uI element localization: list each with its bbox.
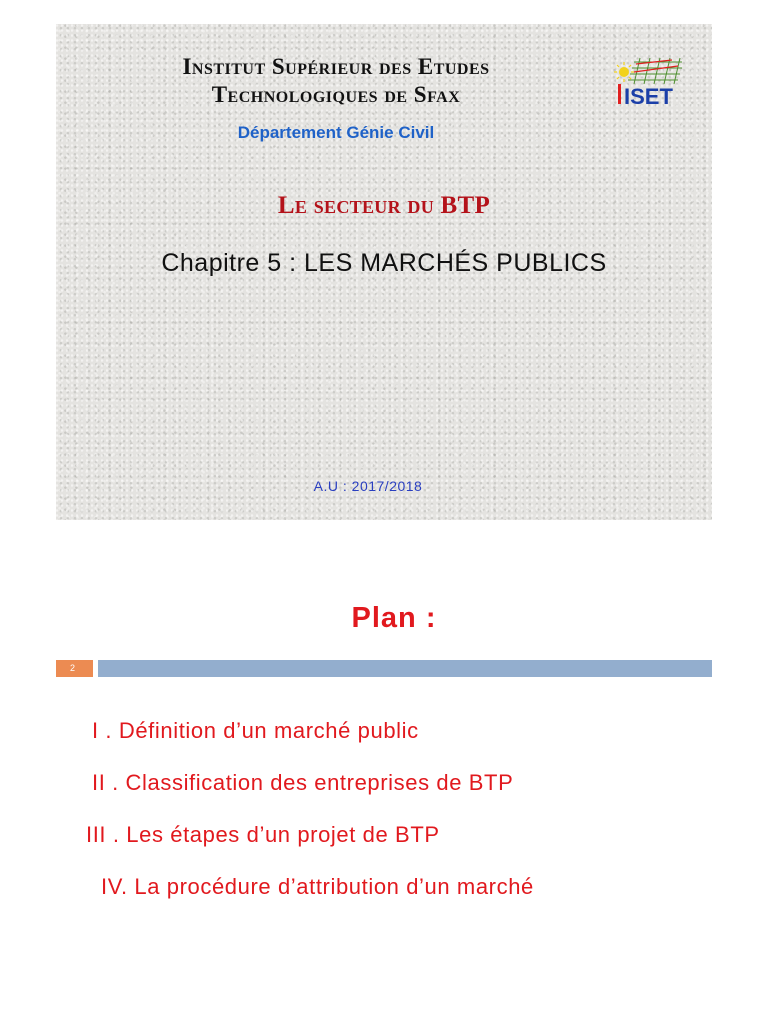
slide-number-badge: 2 <box>56 660 93 677</box>
iset-logo <box>612 54 686 110</box>
slide-title: Le secteur du BTP <box>277 192 491 219</box>
chapter-title: Chapitre 5 : LES MARCHÉS PUBLICS <box>161 249 607 277</box>
plan-item: IV. La procédure d’attribution d’un marché <box>101 874 534 899</box>
plan-item: III . Les étapes d’un projet de BTP <box>86 822 440 847</box>
logo-text: ISET <box>624 84 673 109</box>
title-slide <box>56 24 712 520</box>
plan-item: I . Définition d’un marché public <box>92 718 419 743</box>
department-name: Département Génie Civil <box>237 123 435 142</box>
institute-name-line1: Institut Supérieur des Etudes <box>182 54 490 79</box>
plan-item: II . Classification des entreprises de BTP <box>92 770 514 795</box>
header-divider-bar <box>98 660 712 677</box>
plan-heading: Plan : <box>351 602 437 634</box>
academic-year: A.U : 2017/2018 <box>313 478 423 494</box>
institute-name-line2: Technologiques de Sfax <box>211 82 461 107</box>
